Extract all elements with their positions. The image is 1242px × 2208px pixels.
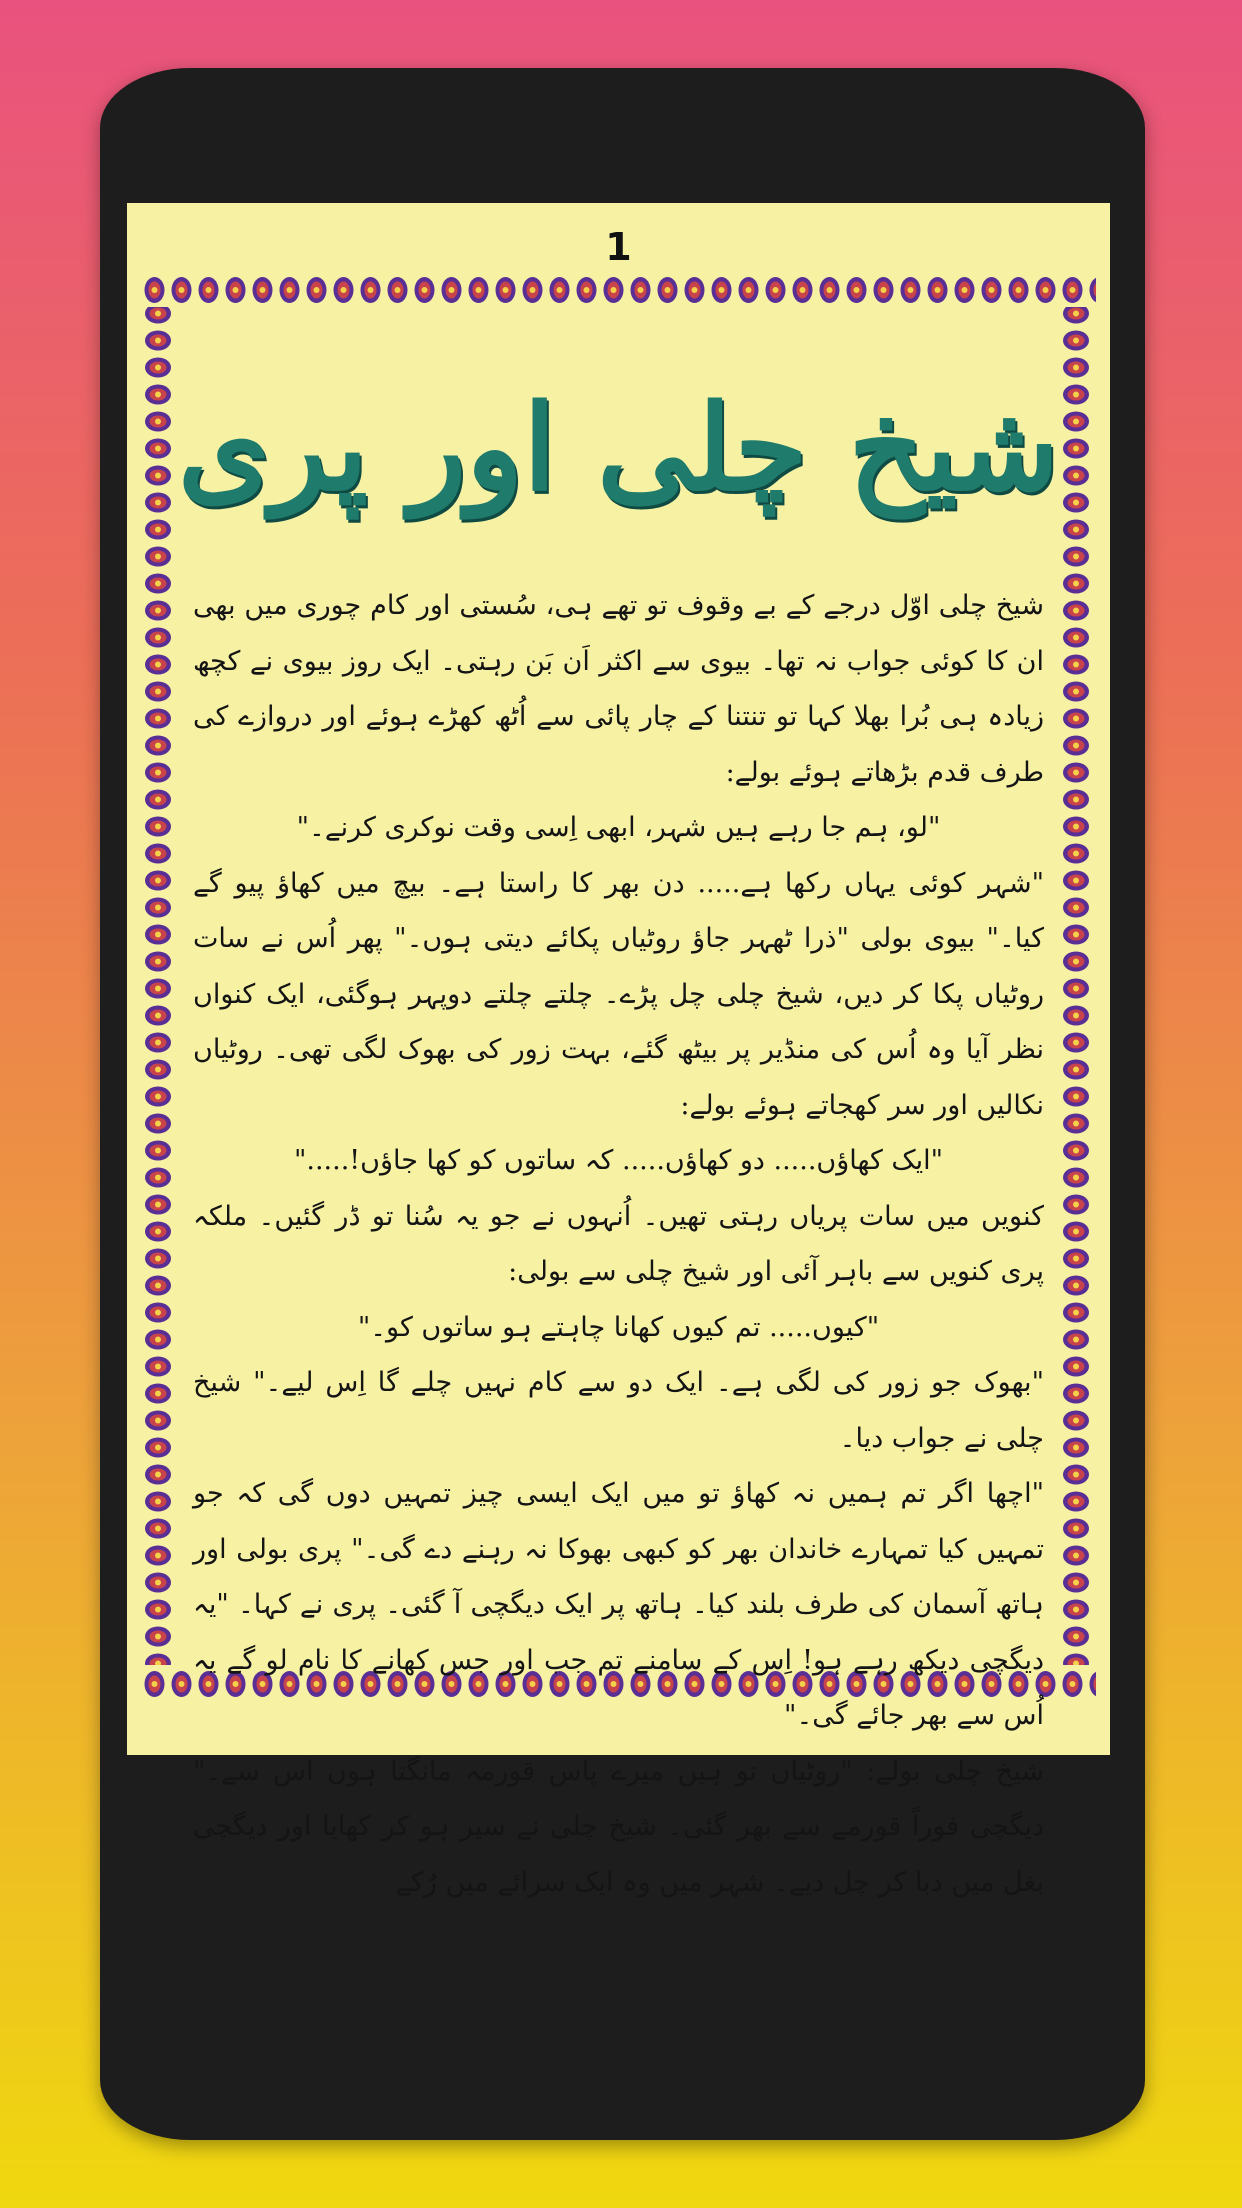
story-text	[193, 578, 1044, 1910]
story-title: شیخ چلی اور پری	[177, 378, 1060, 517]
paragraph-6: "کیوں..... تم کیوں کھانا چاہتے ہو ساتوں کو۔"	[357, 1311, 880, 1343]
paragraph-4: "ایک کھاؤں..... دو کھاؤں..... کہ ساتوں کو کھا جاؤں!....."	[293, 1145, 944, 1176]
paragraph-1: شیخ چلی اوّل درجے کے بے وقوف تو تھے ہی، سُستی اور کام چوری میں بھی ان کا کوئی جواب نہ تھا۔ بیوی سے اکثر اَن بَن رہتی۔ ایک روز بیوی نے کچھ زیادہ ہی بُرا بھلا کہا تو تنتنا کے چار پائی سے اُٹھ کھڑے ہوئے اور دروازے کی طرف قدم بڑھاتے ہوئے بولے:	[193, 590, 1044, 788]
page-number: 1	[605, 225, 632, 269]
paragraph-5: کنویں میں سات پریاں رہتی تھیں۔ اُنہوں نے جو یہ سُنا تو ڈر گئیں۔ ملکہ پری کنویں سے باہر آئی اور شیخ چلی سے بولی:	[193, 1200, 1044, 1287]
paragraph-2: "لو، ہم جا رہے ہیں شہر، ابھی اِسی وقت نوکری کرنے۔"	[296, 812, 941, 843]
paragraph-8: "اچھا اگر تم ہمیں نہ کھاؤ تو میں ایک ایسی چیز تمہیں دوں گی کہ جو تمہیں کیا تمہارے خاندان بھر کو کبھی بھوکا نہ رہنے دے گی۔" پری بولی اور ہاتھ آسمان کی طرف بلند کیا۔ ہاتھ پر ایک دیگچی آ گئی۔ پری نے کہا۔ "یہ دیگچی دیکھ رہے ہو! اِس کے سامنے تم جب اور جس کھانے کا نام لو گے یہ اُس سے بھر جائے گی۔"	[193, 1478, 1044, 1731]
paragraph-3: "شہر کوئی یہاں رکھا ہے..... دن بھر کا راستا ہے۔ بیچ میں کھاؤ پیو گے کیا۔" بیوی بولی "ذرا ٹھہر جاؤ روٹیاں پکائے دیتی ہوں۔" پھر اُس نے سات روٹیاں پکا کر دیں، شیخ چلی چل پڑے۔ چلتے چلتے دوپہر ہوگئی، ایک کنواں نظر آیا وہ اُس کی منڈیر پر بیٹھ گئے، بہت زور کی بھوک لگی تھی۔ روٹیاں نکالیں اور سر کھجاتے ہوئے بولے:	[193, 867, 1044, 1121]
paragraph-9: شیخ چلی بولے: "روٹیاں تو ہیں میرے پاس قورمہ مانگتا ہوں اس سے۔" دیگچی فوراً قورمے سے بھر گئی۔ شیخ چلی نے سیر ہو کر کھایا اور دیگچی بغل میں دبا کر چل دیے۔ شہر میں وہ ایک سرائے میں رُکے	[193, 1755, 1044, 1898]
book-page[interactable]	[127, 203, 1110, 1898]
paragraph-7: "بھوک جو زور کی لگی ہے۔ ایک دو سے کام نہیں چلے گا اِس لیے۔" شیخ چلی نے جواب دیا۔	[193, 1367, 1044, 1454]
